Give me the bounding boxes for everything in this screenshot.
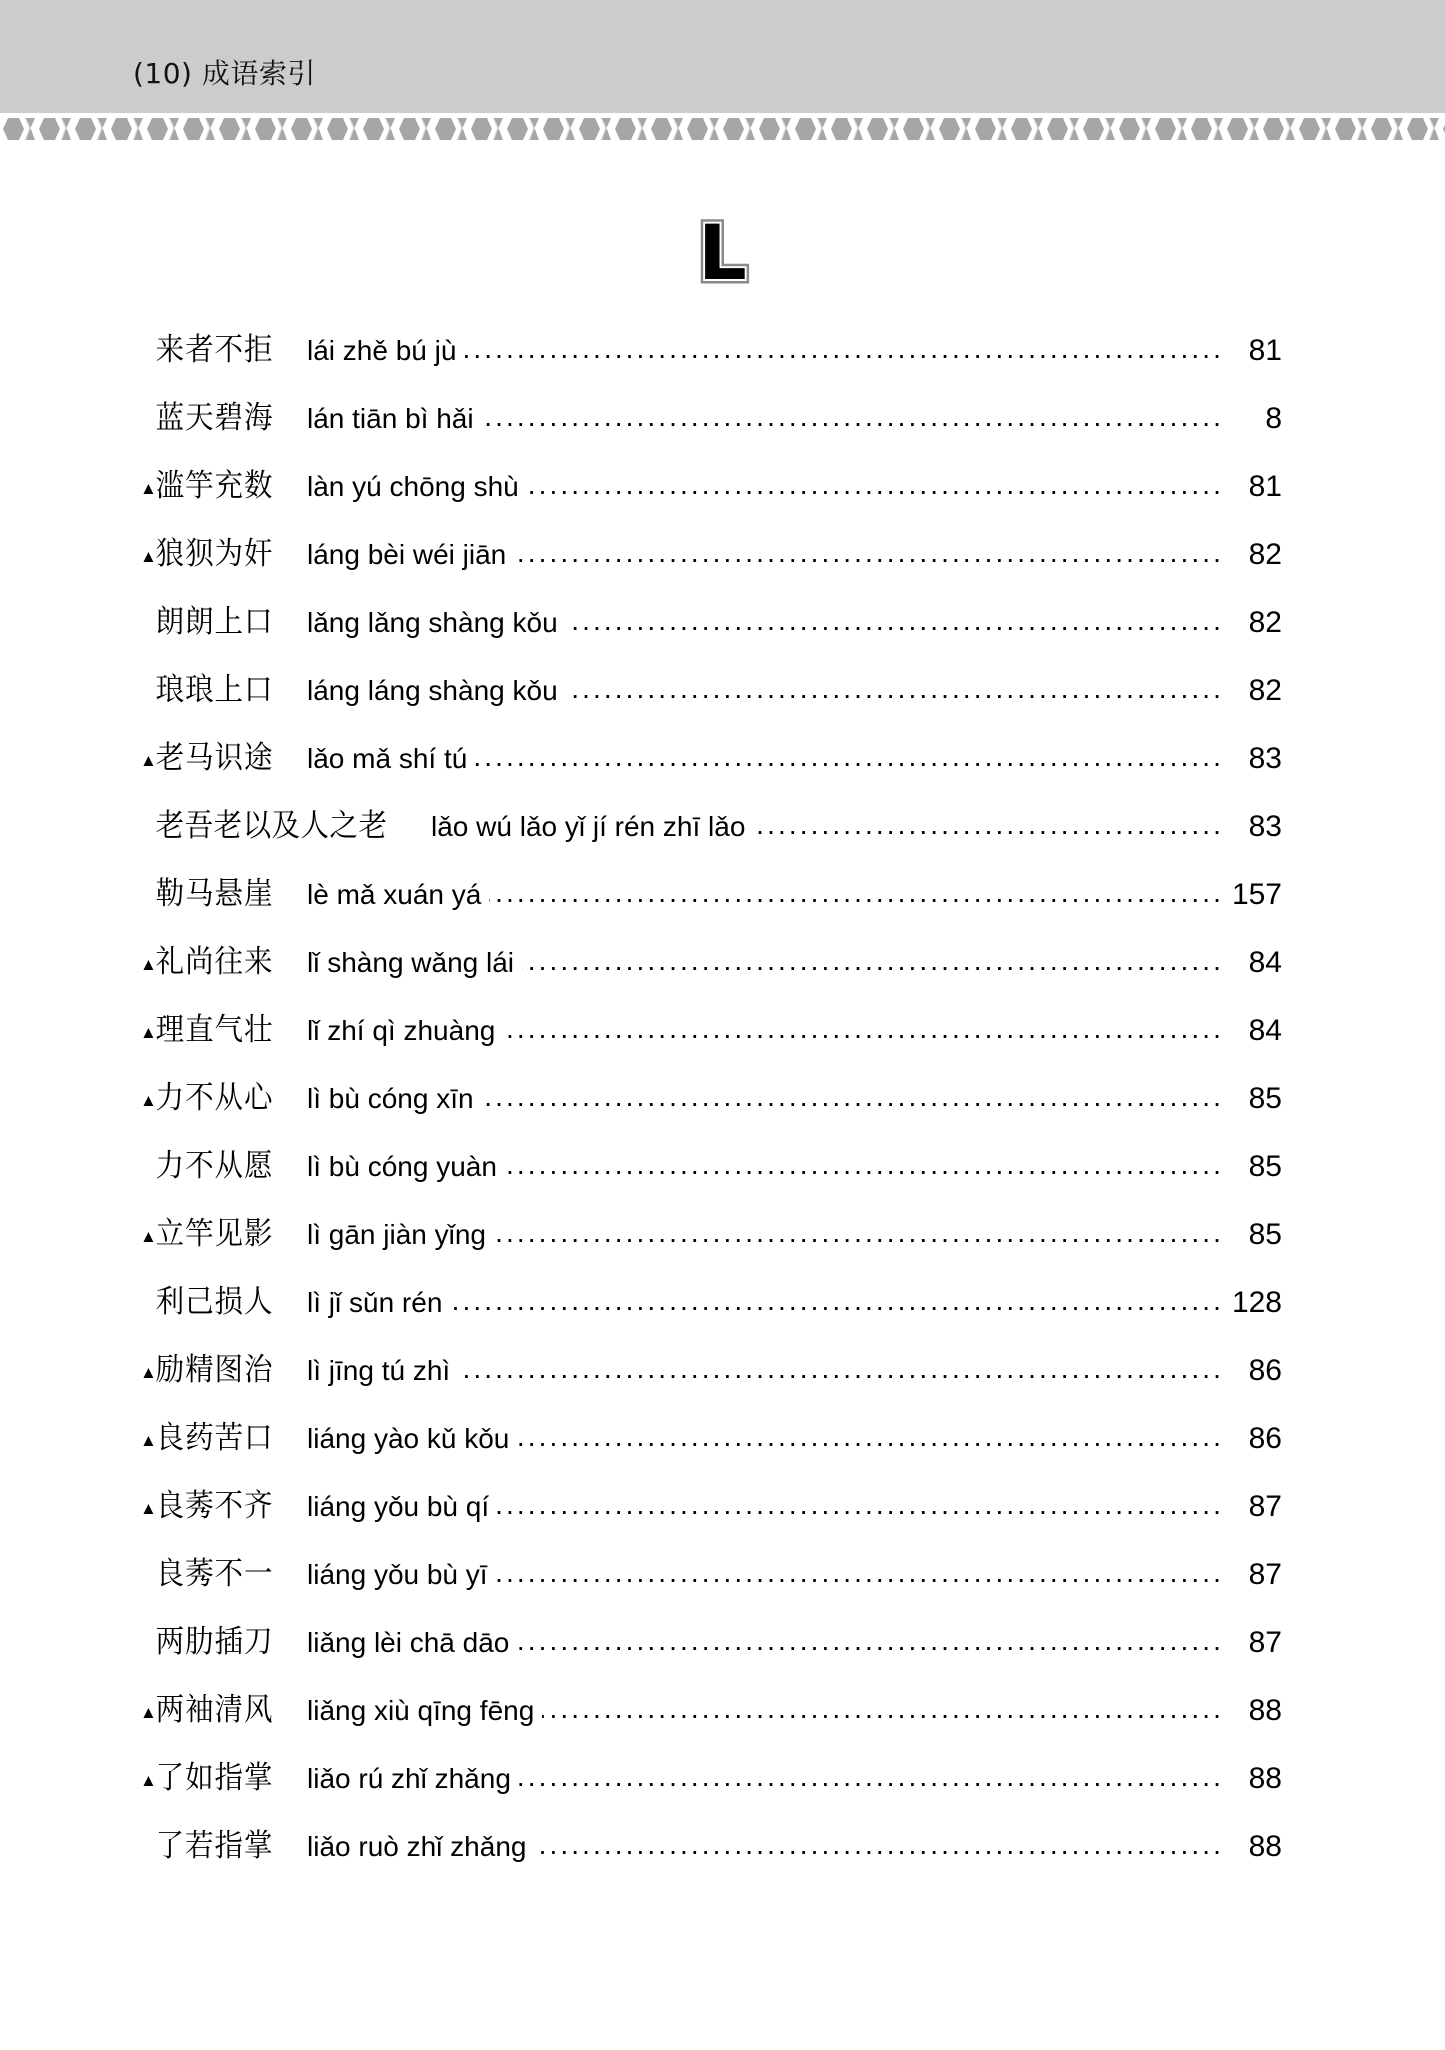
index-entry-row[interactable] bbox=[0, 1214, 1445, 1282]
entry-triangle-marker-icon: ▲ bbox=[140, 1023, 157, 1042]
section-letter-container bbox=[0, 210, 1445, 320]
entry-dot-leader bbox=[482, 398, 1224, 428]
index-entry-row[interactable] bbox=[0, 1010, 1445, 1078]
entry-dot-leader bbox=[464, 330, 1224, 360]
entry-dot-leader bbox=[527, 466, 1224, 496]
index-entry-row[interactable] bbox=[0, 670, 1445, 738]
page-header-title: (10) 成语索引 bbox=[133, 57, 316, 90]
entry-idiom: 两袖清风 bbox=[155, 1692, 274, 1728]
entry-pinyin: lǐ shàng wǎng lái bbox=[307, 947, 515, 978]
entry-pinyin: lì bù cóng xīn bbox=[307, 1083, 474, 1114]
entry-pinyin: lái zhě bú jù bbox=[307, 335, 457, 366]
entry-page-number: 81 bbox=[1248, 334, 1282, 367]
entry-dot-leader bbox=[475, 738, 1224, 768]
entry-dot-leader bbox=[494, 1214, 1224, 1244]
index-entry-row[interactable] bbox=[0, 1350, 1445, 1418]
entry-idiom: 励精图治 bbox=[155, 1352, 274, 1388]
index-entry-row[interactable] bbox=[0, 466, 1445, 534]
entry-pinyin: láng bèi wéi jiān bbox=[307, 539, 507, 570]
entry-idiom: 立竿见影 bbox=[155, 1216, 274, 1252]
entry-pinyin: lǐ zhí qì zhuàng bbox=[307, 1015, 496, 1046]
entry-dot-leader bbox=[489, 874, 1224, 904]
entry-page-number: 88 bbox=[1248, 1694, 1282, 1727]
entry-triangle-marker-icon: ▲ bbox=[140, 751, 157, 770]
entry-triangle-marker-icon: ▲ bbox=[140, 1091, 157, 1110]
index-entry-row[interactable] bbox=[0, 1486, 1445, 1554]
entry-dot-leader bbox=[566, 602, 1224, 632]
entry-triangle-marker-icon: ▲ bbox=[140, 955, 157, 974]
section-letter-L: L L L bbox=[698, 210, 746, 296]
entry-page-number: 85 bbox=[1248, 1150, 1282, 1183]
entry-pinyin: lì bù cóng yuàn bbox=[307, 1151, 497, 1182]
entry-pinyin: lǎo wú lǎo yǐ jí rén zhī lǎo bbox=[431, 811, 746, 842]
entry-page-number: 85 bbox=[1248, 1218, 1282, 1251]
entry-pinyin: liáng yǒu bù qí bbox=[307, 1491, 490, 1522]
entry-dot-leader bbox=[458, 1350, 1224, 1380]
entry-page-number: 88 bbox=[1248, 1762, 1282, 1795]
entry-pinyin: liǎng lèi chā dāo bbox=[307, 1627, 510, 1658]
entry-idiom: 琅琅上口 bbox=[155, 672, 274, 708]
entry-dot-leader bbox=[450, 1282, 1224, 1312]
entry-page-number: 82 bbox=[1248, 538, 1282, 571]
entry-idiom: 良莠不一 bbox=[155, 1556, 274, 1592]
entry-idiom: 蓝天碧海 bbox=[155, 400, 274, 436]
entry-dot-leader bbox=[534, 1826, 1224, 1856]
index-entry-row[interactable] bbox=[0, 1690, 1445, 1758]
entry-idiom: 利己损人 bbox=[155, 1284, 274, 1320]
entry-idiom: 勒马悬崖 bbox=[155, 876, 274, 912]
entry-dot-leader bbox=[517, 1622, 1224, 1652]
entry-pinyin: lǎng lǎng shàng kǒu bbox=[307, 607, 558, 638]
entry-idiom: 良莠不齐 bbox=[155, 1488, 274, 1524]
decorative-border-strip bbox=[0, 113, 1445, 145]
entry-pinyin: liǎo ruò zhǐ zhǎng bbox=[307, 1831, 527, 1862]
entry-pinyin: lì jīng tú zhì bbox=[307, 1355, 451, 1386]
entry-dot-leader bbox=[505, 1146, 1224, 1176]
entry-dot-leader bbox=[514, 534, 1224, 564]
entry-triangle-marker-icon: ▲ bbox=[140, 1431, 157, 1450]
entry-dot-leader bbox=[519, 1758, 1224, 1788]
entry-idiom: 朗朗上口 bbox=[155, 604, 274, 640]
index-entry-row[interactable] bbox=[0, 602, 1445, 670]
entry-idiom: 理直气壮 bbox=[155, 1012, 274, 1048]
entry-page-number: 83 bbox=[1248, 742, 1282, 775]
entry-pinyin: liǎng xiù qīng fēng bbox=[307, 1695, 535, 1726]
entry-idiom: 两肋插刀 bbox=[155, 1624, 274, 1660]
entry-dot-leader bbox=[542, 1690, 1224, 1720]
index-entry-row[interactable] bbox=[0, 398, 1445, 466]
index-entry-row[interactable] bbox=[0, 1078, 1445, 1146]
entry-dot-leader bbox=[753, 806, 1224, 836]
entry-triangle-marker-icon: ▲ bbox=[140, 1703, 157, 1722]
index-entry-row[interactable] bbox=[0, 806, 1445, 874]
entry-pinyin: lán tiān bì hǎi bbox=[307, 403, 474, 434]
entry-page-number: 87 bbox=[1248, 1626, 1282, 1659]
entry-pinyin: liáng yǒu bù yī bbox=[307, 1559, 488, 1590]
entry-pinyin: lè mǎ xuán yá bbox=[307, 879, 482, 910]
entry-triangle-marker-icon: ▲ bbox=[140, 1771, 157, 1790]
entry-idiom: 礼尚往来 bbox=[155, 944, 274, 980]
entry-dot-leader bbox=[517, 1418, 1224, 1448]
index-entry-row[interactable] bbox=[0, 330, 1445, 398]
entry-idiom: 老吾老以及人之老 bbox=[155, 808, 388, 844]
entry-page-number: 157 bbox=[1231, 878, 1282, 911]
index-entry-row[interactable] bbox=[0, 1282, 1445, 1350]
entry-idiom: 狼狈为奸 bbox=[155, 536, 274, 572]
entry-triangle-marker-icon: ▲ bbox=[140, 479, 157, 498]
entry-pinyin: lì jǐ sǔn rén bbox=[307, 1287, 443, 1318]
index-entry-row[interactable] bbox=[0, 1554, 1445, 1622]
index-entry-row[interactable] bbox=[0, 1758, 1445, 1826]
entry-pinyin: láng láng shàng kǒu bbox=[307, 675, 558, 706]
entry-triangle-marker-icon: ▲ bbox=[140, 1363, 157, 1382]
entry-pinyin: lǎo mǎ shí tú bbox=[307, 743, 468, 774]
index-entry-row[interactable] bbox=[0, 1418, 1445, 1486]
entry-page-number: 84 bbox=[1248, 1014, 1282, 1047]
entry-dot-leader bbox=[482, 1078, 1224, 1108]
index-entry-row[interactable] bbox=[0, 1146, 1445, 1214]
index-entry-row[interactable] bbox=[0, 534, 1445, 602]
index-entry-row[interactable] bbox=[0, 738, 1445, 806]
entry-pinyin: liáng yào kǔ kǒu bbox=[307, 1423, 510, 1454]
entry-page-number: 83 bbox=[1248, 810, 1282, 843]
entry-dot-leader bbox=[566, 670, 1224, 700]
entry-page-number: 84 bbox=[1248, 946, 1282, 979]
entry-dot-leader bbox=[496, 1554, 1224, 1584]
entry-idiom: 来者不拒 bbox=[155, 332, 274, 368]
entry-page-number: 86 bbox=[1248, 1354, 1282, 1387]
entry-triangle-marker-icon: ▲ bbox=[140, 1227, 157, 1246]
entry-idiom: 了若指掌 bbox=[155, 1828, 274, 1864]
entry-idiom: 力不从愿 bbox=[155, 1148, 274, 1184]
entry-idiom: 力不从心 bbox=[155, 1080, 274, 1116]
entry-triangle-marker-icon: ▲ bbox=[140, 1499, 157, 1518]
entry-page-number: 82 bbox=[1248, 674, 1282, 707]
entry-page-number: 85 bbox=[1248, 1082, 1282, 1115]
entry-pinyin: lì gān jiàn yǐng bbox=[307, 1219, 487, 1250]
index-entry-row[interactable] bbox=[0, 874, 1445, 942]
entry-idiom: 了如指掌 bbox=[155, 1760, 274, 1796]
entry-pinyin: liǎo rú zhǐ zhǎng bbox=[307, 1763, 511, 1794]
entry-page-number: 128 bbox=[1231, 1286, 1282, 1319]
entry-page-number: 86 bbox=[1248, 1422, 1282, 1455]
index-entry-row[interactable] bbox=[0, 942, 1445, 1010]
entry-page-number: 81 bbox=[1248, 470, 1282, 503]
entry-dot-leader bbox=[497, 1486, 1224, 1516]
entry-page-number: 87 bbox=[1248, 1490, 1282, 1523]
entry-idiom: 良药苦口 bbox=[155, 1420, 274, 1456]
entry-page-number: 8 bbox=[1265, 402, 1282, 435]
index-entry-row[interactable] bbox=[0, 1826, 1445, 1894]
entry-dot-leader bbox=[503, 1010, 1224, 1040]
entry-page-number: 82 bbox=[1248, 606, 1282, 639]
entry-triangle-marker-icon: ▲ bbox=[140, 547, 157, 566]
entry-pinyin: làn yú chōng shù bbox=[307, 471, 519, 502]
entry-page-number: 87 bbox=[1248, 1558, 1282, 1591]
index-entry-row[interactable] bbox=[0, 1622, 1445, 1690]
entry-idiom: 老马识途 bbox=[155, 740, 274, 776]
entry-dot-leader bbox=[522, 942, 1224, 972]
entry-idiom: 滥竽充数 bbox=[155, 468, 274, 504]
entry-page-number: 88 bbox=[1248, 1830, 1282, 1863]
index-entry-list bbox=[0, 330, 1445, 1894]
